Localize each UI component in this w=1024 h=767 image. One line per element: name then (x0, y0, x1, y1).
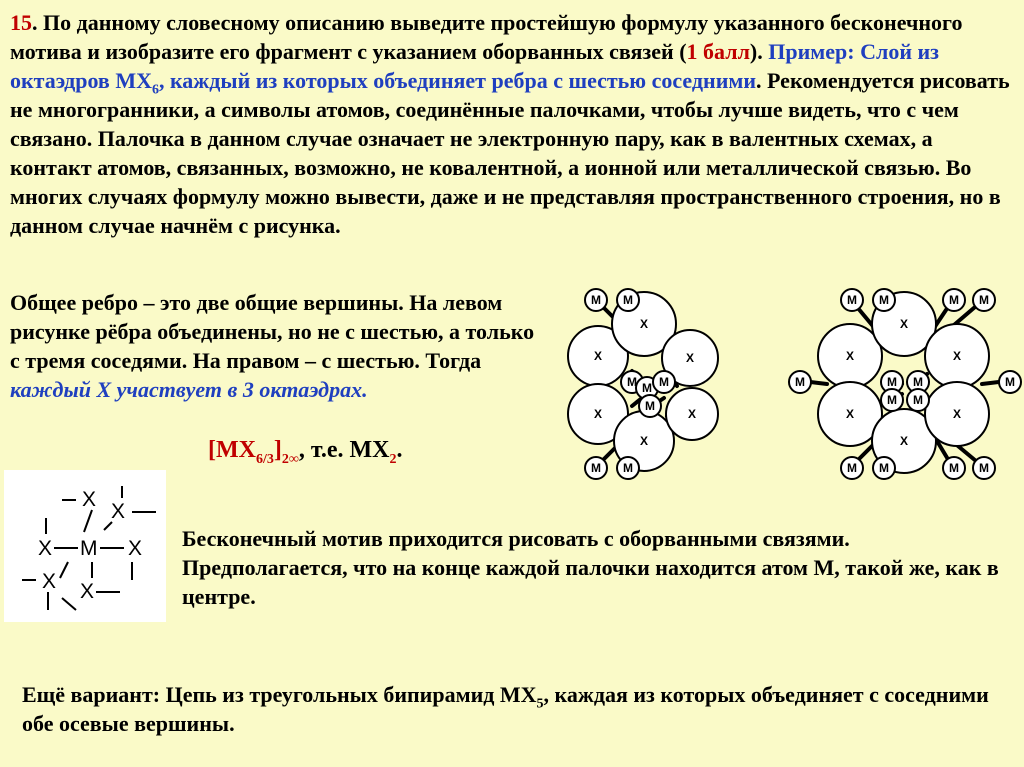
intro-paragraph (10, 8, 1018, 240)
x-atom-label: X (639, 434, 649, 448)
sketch-x: X (82, 488, 97, 511)
x-atom-label: X (845, 407, 855, 421)
m-atom-label: M (627, 375, 637, 389)
m-atom-label: M (591, 461, 601, 475)
m-atom-label: M (659, 375, 669, 389)
sketch-x: X (111, 500, 126, 523)
m-atom-label: M (949, 461, 959, 475)
edge-paragraph (10, 288, 540, 404)
m-atom-label: M (913, 375, 923, 389)
formula: $[MX_{6/3}]_{2\infty}$, т.е. $MX_2$. (208, 437, 403, 467)
points: 1 балл (686, 39, 750, 64)
m-atom-label: M (979, 461, 989, 475)
example-label: Пример: (768, 39, 861, 64)
motif-paragraph: Бесконечный мотив приходится рисовать с оборванными связями. Предполагается, что на конце каждой палочки находится атом M, такой же, как в центре. (182, 526, 999, 609)
x-atom-label: X (593, 407, 603, 421)
intro-text-1: . По данному словесному описанию выведите простейшую формулу указанного бесконечного мотива и изобразите его фрагмент с указанием оборванных связей ( (10, 10, 963, 64)
x-atom-label: X (845, 349, 855, 363)
m-atom-label: M (645, 399, 655, 413)
sketch-x: X (42, 570, 57, 593)
m-atom-label: M (949, 293, 959, 307)
m-atom-label: M (623, 461, 633, 475)
x-atom-label: X (952, 349, 962, 363)
sketch-x: X (80, 580, 95, 603)
x-atom-label: X (593, 349, 603, 363)
sketch-m: M (80, 537, 98, 560)
example-text: Слой из октаэдров $MX_6$, каждый из которых объединяет ребра с шестью соседними (10, 39, 940, 98)
sketch-x: X (128, 537, 143, 560)
intro-text-3: . Рекомендуется рисовать не многогранники, а символы атомов, соединённые палочками, чтобы лучше видеть, что с чем связано. Палочка в данном случае означает не электронную пару, как в валентных схемах, а контакт атомов, связанных, возможно, не ковалентной, а ионной или металлической связью. Во многих случаях формулу можно вывести, даже и не представляя пространственного строения, но в данном случае начнём с рисунка. (10, 68, 1010, 238)
m-atom-label: M (879, 293, 889, 307)
m-atom-label: M (847, 293, 857, 307)
m-atom-label: M (847, 461, 857, 475)
x-atom-label: X (899, 317, 909, 331)
sketch-x: X (38, 537, 53, 560)
m-atom-label: M (642, 381, 652, 395)
m-atom-label: M (879, 461, 889, 475)
x-atom-label: X (687, 407, 697, 421)
m-atom-label: M (1005, 375, 1015, 389)
edge-highlight: каждый X участвует в 3 октаэдрах. (10, 377, 368, 402)
m-atom-label: M (591, 293, 601, 307)
octahedra-layer-diagram (552, 276, 1022, 498)
broken-bonds-sketch (4, 470, 166, 622)
variant-paragraph: Ещё вариант: Цепь из треугольных бипирамид $MX_5$, каждая из которых объединяет с соседними обе осевые вершины. (22, 682, 989, 736)
task-number: 15 (10, 10, 32, 35)
m-atom-label: M (795, 375, 805, 389)
intro-text-2: ). (749, 39, 769, 64)
m-atom-label: M (623, 293, 633, 307)
m-atom-label: M (887, 375, 897, 389)
edge-text: Общее ребро – это две общие вершины. На левом рисунке рёбра объединены, но не с шестью, а только с тремя соседями. На правом – с шестью. Тогда (10, 290, 535, 373)
x-atom-label: X (685, 351, 695, 365)
m-atom-label: M (979, 293, 989, 307)
m-atom-label: M (887, 393, 897, 407)
x-atom-label: X (639, 317, 649, 331)
x-atom-label: X (952, 407, 962, 421)
m-atom-label: M (913, 393, 923, 407)
x-atom-label: X (899, 434, 909, 448)
